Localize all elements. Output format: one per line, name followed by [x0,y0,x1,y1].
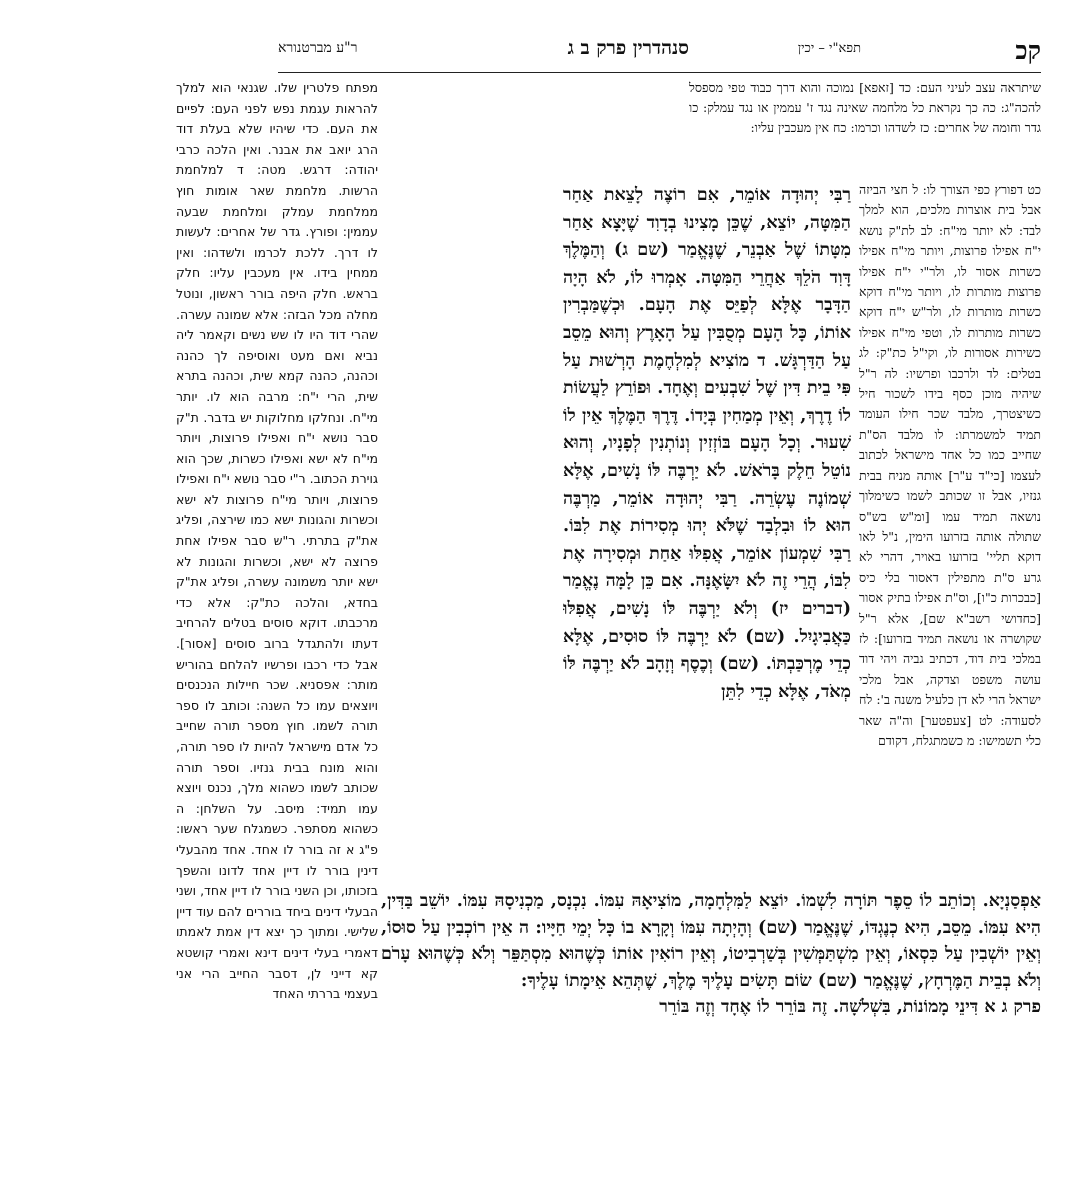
mishna-text-continued: אַפְסַנְיָא. וְכוֹתֵב לוֹ סֵפֶר תּוֹרָה לִשְׁמוֹ. יוֹצֵא לַמִּלְחָמָה, מוֹצִיאָהּ עִמּוֹ. נִכְנָס, מַכְנִיסָהּ עִמּוֹ. יוֹשֵׁב בַּדִּין, הִיא עִמּוֹ. מֵסֵב, הִיא כְנֶגְדּוֹ, שֶׁנֶּאֱמַר (שם) וְהָיְתָה עִמּוֹ וְקָרָא בוֹ כָּל יְמֵי חַיָּיו: ה אֵין רוֹכְבִין עַל סוּסוֹ, וְאֵין יוֹשְׁבִין עַל כִּסְאוֹ, וְאֵין מִשְׁתַּמְּשִׁין בְּשַׁרְבִיטוֹ, וְאֵין רוֹאִין אוֹתוֹ כְּשֶׁהוּא מִסְתַּפֵּר וְלֹא כְּשֶׁהוּא עָרֹם וְלֹא בְבֵית הַמֶּרְחָץ, שֶׁנֶּאֱמַר (שם) שׂוֹם תָּשִׂים עָלֶיךָ מֶלֶךְ, שֶׁתְּהֵא אֵימָתוֹ עָלֶיךָ: [381,891,1041,991]
bartenura-commentary [176,78,378,1128]
yachin-text-top: שיתראה עצב לעיני העם: כד [זאפא] נמוכה והוא דרך כבוד טפי מספסל להכה"ג: כה כך נקראת כל מלחמה שאינה נגד ז' עממין או נגד עמלק: כו גדר וחומה של אחרים: כז לשדהו וכרמו: כח אין מעכבין עליו: [689,80,1041,135]
header-rule [278,72,1041,73]
mishna-bottom-block [381,888,1041,1123]
mishna-next-chapter: פרק ג א דִּינֵי מָמוֹנוֹת, בִּשְׁלֹשָׁה. זֶה בּוֹרֵר לוֹ אֶחָד וְזֶה בּוֹרֵר [659,997,1041,1018]
yachin-commentary-lower [859,180,1041,885]
page-number: קכ [1015,36,1041,65]
page-header [278,36,1041,70]
bartenura-text: מפתח פלטרין שלו. שגנאי הוא למלך להראות עגמת נפש לפני העם: לפיים את העם. כדי שיהיו שלא בעלת דוד הרג יואב את אבנר. ואין הלכה כרבי יהודה: דרגש. מטה: ד למלחמת הרשות. מלחמת שאר אומות חוץ ממלחמת עמלק ומלחמת שבעה עממין: ופורץ. גדר של אחרים: לעשות לו דרך. ללכת לכרמו ולשדהו: ואין ממחין בידו. אין מעכבין עליו: חלק בראש. חלק היפה בורר ראשון, ונוטל מחלה מכל הבזה: אלא שמונה עשרה. שהרי דוד היו לו שש נשים וקאמר ליה נביא ואם מעט ואוסיפה לך כהנה וכהנה, כהנה קמא שית, וכהנה בתרא שית, הרי י"ח: מרבה הוא לו. יותר מי"ח. ונחלקו מחלוקות יש בדבר. ת"ק סבר נושא י"ח ואפילו פרוצות, ויותר מי"ח לא ישא ואפילו כשרות, שכך הוא גוירת הכתוב. ר"י סבר נושא י"ח ואפילו פרוצות, ויותר מי"ח פרוצות לא ישא וכשרות והגונות ישא כמו שירצה, ופליג את"ק בתרתי. ר"ש סבר אפילו אחת פרוצה לא ישא, וכשרות והגונות לא ישא יותר משמונה עשרה, ופליג את"ק בחדא, והלכה כת"ק: אלא כדי מרכבתו. דוקא סוסים בטלים להרחיב דעתו ולהתגדל ברוב סוסים [אסור]. אבל כדי רכבו ופרשיו להלחם בהוריש מותר: אפסניא. שכר חיילות הנכנסים ויוצאים עמו כל השנה: וכותב לו ספר תורה לשמו. חוץ מספר תורה שחייב כל אדם מישראל להיות לו ספר תורה, והוא מונח בבית גנזיו. וספר תורה שכותב לשמו כשהוא מלך, נכנס ויוצא עמו תמיד: מיסב. על השלחן: ה כשהוא מסתפר. כשמגלח שער ראשו: פ"ג א זה בורר לו אחד. אחד מהבעלי דינין בורר לו דיין אחד לדונו והשפך בזכותו, וכן השני בורר לו דיין אחד, ושני הבעלי דינים ביחד בוררים להם עוד דיין שלישי. ומתוך כך יצא דין אמת לאמתו דאמרי בעלי דינים דינא ואמרי קושטא קא דייני לן, דסבר החייב הרי אני בעצמי בררתי האחד [176,80,378,1002]
tractate-chapter-title: סנהדרין פרק ב ג [567,37,689,59]
mishna-text: רַבִּי יְהוּדָה אוֹמֵר, אִם רוֹצֶה לָצֵאת אַחַר הַמִּטָּה, יוֹצֵא, שֶׁכֵּן מָצִינוּ בְדָוִד שֶׁיָּצָא אַחַר מִטָּתוֹ שֶׁל אַבְנֵר, שֶׁנֶּאֱמַר (שם ג) וְהַמֶּלֶךְ דָּוִד הֹלֵךְ אַחֲרֵי הַמִּטָּה. אָמְרוּ לוֹ, לֹא הָיָה הַדָּבָר אֶלָּא לְפַיֵּס אֶת הָעָם. וּכְשֶׁמַּבְרִין אוֹתוֹ, כָּל הָעָם מְסֻבִּין עַל הָאָרֶץ וְהוּא מֵסֵב עַל הַדַּרְגָּשׁ. ד מוֹצִיא לְמִלְחֶמֶת הָרְשׁוּת עַל פִּי בֵית דִּין שֶׁל שִׁבְעִים וְאֶחָד. וּפוֹרֵץ לַעֲשׂוֹת לוֹ דֶרֶךְ, וְאֵין מְמַחִין בְּיָדוֹ. דֶּרֶךְ הַמֶּלֶךְ אֵין לוֹ שִׁעוּר. וְכָל הָעָם בּוֹזְזִין וְנוֹתְנִין לְפָנָיו, וְהוּא נוֹטֵל חֵלֶק בָּרֹאשׁ. לֹא יַרְבֶּה לּוֹ נָשִׁים, אֶלָּא שְׁמוֹנֶה עֶשְׂרֵה. רַבִּי יְהוּדָה אוֹמֵר, מַרְבֶּה הוּא לוֹ וּבִלְבַד שֶׁלֹּא יְהוּ מְסִירוֹת אֶת לִבּוֹ. רַבִּי שִׁמְעוֹן אוֹמֵר, אֲפִלּוּ אַחַת וּמְסִירָה אֶת לִבּוֹ, הֲרֵי זֶה לֹא יִשָּׂאֶנָּה. אִם כֵּן לָמָּה נֶאֱמַר (דברים יז) וְלֹא יַרְבֶּה לּוֹ נָשִׁים, אֲפִלּוּ כַּאֲבִיגָיִל. (שם) לֹא יַרְבֶּה לּוֹ סוּסִים, אֶלָּא כְדֵי מֶרְכַּבְתּוֹ. (שם) וְכֶסֶף וְזָהָב לֹא יַרְבֶּה לּוֹ מְאֹד, אֶלָּא כְדֵי לִתֵּן [563,185,851,702]
yachin-text-lower: כט דפורץ כפי הצורך לו: ל חצי הביזה אבל בית אוצרות מלכים, הוא למלך לבד: לא יותר מי"ח: לב לת"ק נושא י"ח אפילו פרוצות, ויותר מי"ח אפילו כשרות אסור לו, ולר"י י"ח אפילו פרוצות מותרות לו, ויותר מי"ח דוקא כשרות מותרות לו, ולר"ש י"ח דוקא כשרות מותרות לו, וטפי מי"ח אפילו כשירות אסורות לו, וקי"ל כת"ק: לג בטלים: לד ולרכבו ופרשיו: לה ר"ל שיהיה מוכן כסף בידו לשכור חיל כשיצטרך, מלבד שכר חילו העומד תמיד למשמרתו: לו מלבד הס"ת שחייב כמו כל אחד מישראל לכתוב לעצמו [כי"ד ע"ר] אותה מניח בבית גנזיו, אבל זו שכותב לשמו כשימלוך נושאה תמיד עמו [ומ"ש בש"ס שתולה אותה בזרועו הימין, נ"ל לאו דוקא תליי' בזרועו באויר, דהרי לא גרע ס"ת מתפילין דאסור בלי כיס [כבכרות כ"ו], וס"ת אפילו בתיק אסור [כחדושי רשב"א שם], אלא ר"ל שקושרה או נושאה תמיד בזרועו]: לז במלכי בית דוד, דכתיב גביה ויהי דוד עושה משפט וצדקה, אבל מלכי ישראל הרי לא דן כלעיל משנה ב': לח לסעודה: לט [צעפטער] וה"ה שאר כלי תשמישו: מ כשמתגלח, דקודם [859,182,1041,748]
bartenura-label: ר"ע מברטנורא [278,40,358,56]
yachin-commentary-top [689,78,1041,180]
tiferes-yisrael-label: תפא"י – יכין [797,41,861,56]
mishna-main-column [563,182,851,885]
